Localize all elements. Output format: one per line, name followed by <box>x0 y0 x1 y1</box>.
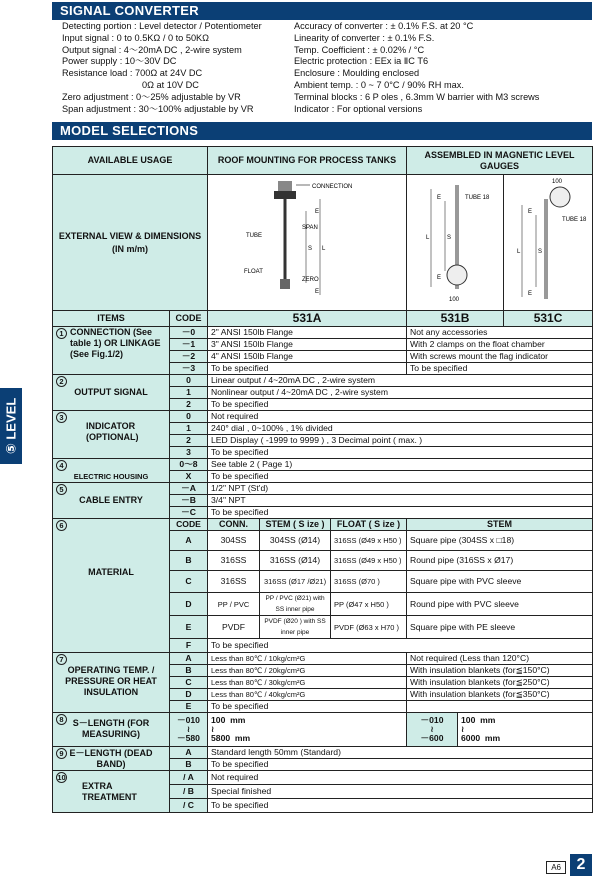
connection-item <box>53 327 170 375</box>
e-label-top: E <box>437 195 442 201</box>
model-selection-table <box>52 146 593 813</box>
option-value: To be specified <box>208 363 407 375</box>
option-value: With 2 clamps on the float chamber <box>407 339 593 351</box>
option-value-empty <box>407 701 593 713</box>
spec-line: Linearity of converter : ± 0.1% F.S. <box>294 32 435 43</box>
extra-treatment-item <box>53 771 170 813</box>
option-value: LED Display ( -1999 to 9999 ) , 3 Decimal point ( max. ) <box>208 435 593 447</box>
item-number: 6 <box>56 520 67 531</box>
e-label-top: E <box>528 209 533 215</box>
model-531a: 531A <box>208 311 407 327</box>
float-value: 316SS (Ø49 x H50 ) <box>331 531 407 551</box>
s-label: S <box>538 249 543 255</box>
option-value: With insulation blankets (for≦250°C) <box>407 677 593 689</box>
option-code: －1 <box>170 339 208 351</box>
material-float-header: FLOAT ( S ize ) <box>331 519 407 531</box>
diagram-531c <box>504 175 593 311</box>
item-number: 7 <box>56 654 67 665</box>
item-label: OUTPUT SIGNAL <box>74 387 148 397</box>
spec-line: Resistance load : 700Ω at 24V DC <box>62 68 203 79</box>
option-value: Not required <box>208 771 593 785</box>
flange-shape <box>274 191 296 199</box>
option-value: Less than 80℃ / 30kg/cm²G <box>208 677 407 689</box>
option-value: 1/2" NPT (St'd) <box>208 483 593 495</box>
option-value: With insulation blankets (for≦350°C) <box>407 689 593 701</box>
option-value: Not any accessories <box>407 327 593 339</box>
option-code: D <box>170 689 208 701</box>
item-number: 4 <box>56 460 67 471</box>
option-code: D <box>170 593 208 616</box>
item-label: INDICATOR (OPTIONAL) <box>86 421 139 442</box>
s-length-range-b: 100 mm ≀ 6000 mm <box>458 713 593 747</box>
option-code: B <box>170 759 208 771</box>
option-value: To be specified <box>208 471 593 483</box>
material-stem-header: STEM ( S ize ) <box>260 519 331 531</box>
items-header: ITEMS <box>53 311 170 327</box>
option-code: 1 <box>170 423 208 435</box>
stem-value: PVDF (Ø20 ) with SS inner pipe <box>260 616 331 639</box>
page-code: A6 <box>546 861 566 874</box>
option-code: A <box>170 747 208 759</box>
model-selections-title: MODEL SELECTIONS <box>52 122 592 140</box>
option-code: 0～8 <box>170 459 208 471</box>
option-value: Less than 80℃ / 40kg/cm²G <box>208 689 407 701</box>
option-value: To be specified <box>208 399 593 411</box>
gauge-dial <box>550 187 570 207</box>
item-number: 5 <box>56 484 67 495</box>
option-code: 1 <box>170 387 208 399</box>
option-code: 0 <box>170 411 208 423</box>
option-code: E <box>170 701 208 713</box>
assembled-header: ASSEMBLED IN MAGNETIC LEVEL GAUGES <box>407 147 593 175</box>
connection-label: CONNECTION <box>312 184 353 190</box>
stem-value: PP / PVC (Ø21) with SS inner pipe <box>260 593 331 616</box>
option-value: Less than 80℃ / 20kg/cm²G <box>208 665 407 677</box>
option-value: Not required <box>208 411 593 423</box>
option-value: Standard length 50mm (Standard) <box>208 747 593 759</box>
conn-value: 316SS <box>208 571 260 593</box>
option-value: To be specified <box>407 363 593 375</box>
option-value: Nonlinear output / 4~20mA DC , 2-wire system <box>208 387 593 399</box>
spec-line: Ambient temp. : 0 ~ 7 0°C / 90% RH max. <box>294 79 464 90</box>
item-number: 8 <box>56 714 67 725</box>
gauge-diagram-b <box>407 175 503 307</box>
item-label: EXTRA TREATMENT <box>82 781 137 802</box>
s-length-item <box>53 713 170 747</box>
option-code: / A <box>170 771 208 785</box>
stem-value: 316SS (Ø17 /Ø21) <box>260 571 331 593</box>
item-number: 3 <box>56 412 67 423</box>
spec-line: Electric protection : EEx ia ⅡC T6 <box>294 56 429 67</box>
conn-value: PVDF <box>208 616 260 639</box>
option-code: / B <box>170 785 208 799</box>
spec-left-column <box>62 21 292 115</box>
option-code: 0 <box>170 375 208 387</box>
l-label: L <box>517 249 521 255</box>
option-code: E <box>170 616 208 639</box>
material-code-header: CODE <box>170 519 208 531</box>
option-code: / C <box>170 799 208 813</box>
spec-line: 0Ω at 10V DC <box>142 79 199 90</box>
operating-temp-item <box>53 653 170 713</box>
float-value: PVDF (Ø63 x H70 ) <box>331 616 407 639</box>
option-value: 2" ANSI 150lb Flange <box>208 327 407 339</box>
s-length-code-a: －010 ≀ －580 <box>170 713 208 747</box>
option-value: To be specified <box>208 507 593 519</box>
float-value: PP (Ø47 x H50 ) <box>331 593 407 616</box>
available-usage-header: AVAILABLE USAGE <box>53 147 208 175</box>
s-length-range-a: 100 mm ≀ 5800 mm <box>208 713 407 747</box>
item-number: 10 <box>57 773 66 782</box>
stem2-value: Round pipe (316SS x Ø17) <box>407 551 593 571</box>
l-label: L <box>426 235 430 241</box>
float-label: FLOAT <box>244 269 263 275</box>
item-label: OPERATING TEMP. / PRESSURE OR HEAT INSULATION <box>65 665 157 697</box>
option-value: See table 2 ( Page 1) <box>208 459 593 471</box>
spec-line: Input signal : 0 to 0.5KΩ / 0 to 50KΩ <box>62 32 210 43</box>
option-value: 240° dial , 0~100% , 1% divided <box>208 423 593 435</box>
option-code: －B <box>170 495 208 507</box>
head-shape <box>278 181 292 191</box>
cable-entry-item <box>53 483 170 519</box>
float-value: 316SS (Ø49 x H50 ) <box>331 551 407 571</box>
option-value: 3" ANSI 150lb Flange <box>208 339 407 351</box>
page-number: 2 <box>570 854 592 876</box>
electric-housing-item <box>53 459 170 483</box>
spec-line: Enclosure : Moulding enclosed <box>294 68 420 79</box>
tube18-label: TUBE 18 <box>465 195 490 201</box>
spec-line: Output signal : 4～20mA DC , 2-wire system <box>62 44 242 55</box>
option-code: B <box>170 665 208 677</box>
span-label: SPAN <box>302 225 318 231</box>
s-label: S <box>447 235 452 241</box>
item-number: 9 <box>56 748 67 759</box>
spec-line: Accuracy of converter : ± 0.1% F.S. at 20 °C <box>294 21 474 31</box>
option-code: －A <box>170 483 208 495</box>
float-shape <box>280 279 290 289</box>
stem2-value: Round pipe with PVC sleeve <box>407 593 593 616</box>
s-length-code-b: －010 ≀ －600 <box>407 713 458 747</box>
option-value: With screws mount the flag indicator <box>407 351 593 363</box>
option-code: 2 <box>170 399 208 411</box>
e-label-bottom: E <box>528 291 533 297</box>
material-conn-header: CONN. <box>208 519 260 531</box>
material-item <box>53 519 170 653</box>
model-531c: 531C <box>504 311 593 327</box>
option-code: －2 <box>170 351 208 363</box>
option-code: －C <box>170 507 208 519</box>
spec-line: Terminal blocks : 6 P oles , 6.3mm W barrier with M3 screws <box>294 91 540 102</box>
spec-line: Zero adjustment : 0～25% adjustable by VR <box>62 91 241 102</box>
conn-value: PP / PVC <box>208 593 260 616</box>
gauge-dial <box>447 265 467 285</box>
option-value: To be specified <box>208 639 593 653</box>
roof-mounting-header: ROOF MOUNTING FOR PROCESS TANKS <box>208 147 407 175</box>
e-label-top: E <box>315 209 320 215</box>
option-code: X <box>170 471 208 483</box>
code-header: CODE <box>170 311 208 327</box>
stem-value: 316SS (Ø14) <box>260 551 331 571</box>
spec-line: Detecting portion : Level detector / Potentiometer <box>62 21 262 31</box>
signal-converter-title: SIGNAL CONVERTER <box>52 2 592 20</box>
diagram-531b <box>407 175 504 311</box>
item-number: 2 <box>56 376 67 387</box>
tube-shape <box>544 199 548 299</box>
item-label: S－LENGTH (FOR MEASURING) <box>72 718 150 739</box>
option-code: B <box>170 551 208 571</box>
spec-line: Power supply : 10～30V DC <box>62 56 177 67</box>
stem2-value: Square pipe with PVC sleeve <box>407 571 593 593</box>
item-label: E－LENGTH (DEAD BAND) <box>69 748 153 769</box>
option-value: Special finished <box>208 785 593 799</box>
l-label: L <box>322 246 326 252</box>
conn-value: 304SS <box>208 531 260 551</box>
tube18-label: TUBE 18 <box>562 217 587 223</box>
option-value: 3/4" NPT <box>208 495 593 507</box>
indicator-item <box>53 411 170 459</box>
option-code: 3 <box>170 447 208 459</box>
e-label-bottom: E <box>437 275 442 281</box>
option-value: To be specified <box>208 701 407 713</box>
e-length-item <box>53 747 170 771</box>
output-signal-item <box>53 375 170 411</box>
item-label: MATERIAL <box>88 567 134 577</box>
option-code: 2 <box>170 435 208 447</box>
spec-line: Span adjustment : 30～100% adjustable by VR <box>62 103 254 114</box>
option-code: －0 <box>170 327 208 339</box>
item-number: 1 <box>56 328 67 339</box>
material-stem2-header: STEM <box>407 519 593 531</box>
d100-label: 100 <box>552 179 563 185</box>
option-code: C <box>170 571 208 593</box>
model-531b: 531B <box>407 311 504 327</box>
stem-value: 304SS (Ø14) <box>260 531 331 551</box>
spec-line: Indicator : For optional versions <box>294 103 423 114</box>
spec-right-column <box>294 21 594 115</box>
tube-label: TUBE <box>246 233 263 239</box>
option-code: F <box>170 639 208 653</box>
level-side-tab <box>0 388 22 464</box>
option-value: To be specified <box>208 799 593 813</box>
item-label: ELECTRIC HOUSING <box>73 472 149 481</box>
gauge-diagram-c <box>504 175 592 307</box>
zero-label: ZERO <box>302 277 319 283</box>
option-value: Linear output / 4~20mA DC , 2-wire system <box>208 375 593 387</box>
d100-label: 100 <box>449 297 460 303</box>
external-view-label: EXTERNAL VIEW & DIMENSIONS (IN m/m) <box>53 175 208 311</box>
option-value: To be specified <box>208 759 593 771</box>
diagram-531a <box>208 175 407 311</box>
e-label-bottom: E <box>315 289 320 295</box>
item-label: CONNECTION (See table 1) OR LINKAGE (See Fig.1/2) <box>70 327 161 359</box>
signal-specs <box>62 21 592 119</box>
stem2-value: Square pipe with PE sleeve <box>407 616 593 639</box>
option-value: To be specified <box>208 447 593 459</box>
option-value: With insulation blankets (for≦150°C) <box>407 665 593 677</box>
option-code: －3 <box>170 363 208 375</box>
option-code: A <box>170 531 208 551</box>
option-value: 4" ANSI 150lb Flange <box>208 351 407 363</box>
option-code: A <box>170 653 208 665</box>
conn-value: 316SS <box>208 551 260 571</box>
option-code: C <box>170 677 208 689</box>
s-label: S <box>308 246 313 252</box>
float-value: 316SS (Ø70 ) <box>331 571 407 593</box>
option-value: Not required (Less than 120°C) <box>407 653 593 665</box>
stem2-value: Square pipe (304SS x □18) <box>407 531 593 551</box>
spec-line: Temp. Coefficient : ± 0.02% / °C <box>294 44 425 55</box>
item-label: CABLE ENTRY <box>79 495 143 505</box>
roof-mount-diagram <box>208 175 407 307</box>
option-value: Less than 80℃ / 10kg/cm²G <box>208 653 407 665</box>
side-tab-label: ⑤ LEVEL <box>3 397 19 455</box>
